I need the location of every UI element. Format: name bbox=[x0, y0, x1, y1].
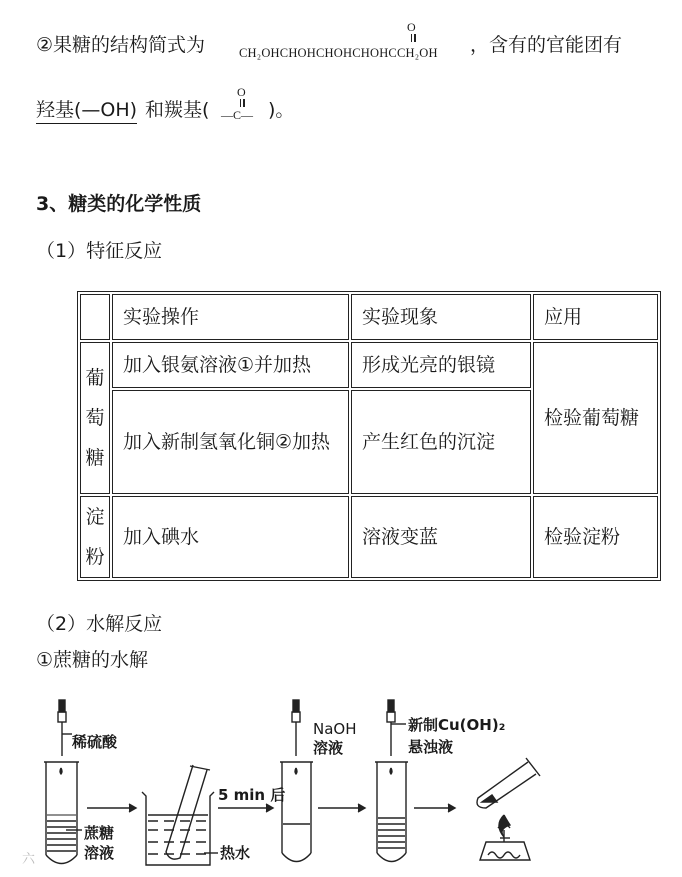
dropper-3-icon bbox=[387, 700, 406, 756]
starch-ph: 溶液变蓝 bbox=[351, 496, 531, 578]
dropper-1-icon bbox=[58, 700, 72, 756]
sucrose-label-1: 蔗糖 bbox=[84, 824, 115, 842]
sub-1-title: （1）特征反应 bbox=[36, 240, 163, 262]
reaction-table bbox=[77, 291, 661, 581]
glucose-op-1: 加入银氨溶液①并加热 bbox=[112, 342, 349, 388]
fructose-trailing: ，含有的官能团有 bbox=[470, 34, 623, 56]
table-row bbox=[80, 342, 658, 388]
starch-label bbox=[80, 496, 110, 578]
table-corner bbox=[80, 294, 110, 340]
fructose-lead: ②果糖的结构简式为 bbox=[36, 34, 206, 56]
cuoh-label-2: 悬浊液 bbox=[408, 738, 454, 756]
carbonyl-o: O bbox=[237, 85, 246, 99]
hydroxyl-group: 羟基(—OH) bbox=[36, 98, 137, 124]
section-3-title: 3、糖类的化学性质 bbox=[36, 193, 202, 215]
glucose-char-3: 糖 bbox=[85, 447, 105, 469]
header-phenomenon: 实验现象 bbox=[351, 294, 531, 340]
arrow-1-icon bbox=[87, 804, 136, 812]
starch-op: 加入碘水 bbox=[112, 496, 349, 578]
glucose-application: 检验葡萄糖 bbox=[533, 342, 658, 494]
apparatus-svg bbox=[0, 690, 682, 873]
header-operation: 实验操作 bbox=[112, 294, 349, 340]
watermark: 六 bbox=[22, 852, 36, 867]
glucose-ph-1: 形成光亮的银镜 bbox=[351, 342, 531, 388]
header-application: 应用 bbox=[533, 294, 658, 340]
hot-water-label: 热水 bbox=[220, 844, 251, 862]
sub-2-title: （2）水解反应 bbox=[36, 613, 163, 635]
sucrose-title: ①蔗糖的水解 bbox=[36, 649, 149, 671]
test-tube-2-icon bbox=[280, 762, 313, 862]
arrow-4-icon bbox=[414, 804, 455, 812]
glucose-label bbox=[80, 342, 110, 494]
dropper-2-icon bbox=[292, 700, 300, 756]
starch-char-1: 淀 bbox=[85, 506, 105, 528]
alcohol-lamp-icon bbox=[477, 758, 540, 860]
starch-application: 检验淀粉 bbox=[533, 496, 658, 578]
starch-char-2: 粉 bbox=[85, 546, 105, 568]
and-carbonyl-text: 和羰基( bbox=[145, 99, 210, 121]
carbonyl-c: —C— bbox=[221, 108, 254, 122]
time-label: 5 min 后 bbox=[218, 786, 286, 804]
dilute-acid-label: 稀硫酸 bbox=[72, 733, 118, 751]
sucrose-label-2: 溶液 bbox=[84, 844, 115, 862]
glucose-char-2: 萄 bbox=[85, 407, 105, 429]
arrow-2-icon bbox=[218, 804, 273, 812]
cuoh-label-1: 新制Cu(OH)₂ bbox=[408, 716, 506, 734]
fructose-formula: CH₂OHCHOHCHOHCHOHCCH₂OH bbox=[239, 46, 438, 60]
close-paren: )。 bbox=[268, 99, 295, 121]
test-tube-3-icon bbox=[375, 762, 408, 862]
carbonyl-double-bond bbox=[240, 99, 242, 107]
test-tube-1-icon bbox=[44, 762, 82, 864]
hydrolysis-diagram bbox=[0, 690, 682, 873]
arrow-3-icon bbox=[318, 804, 365, 812]
table-header-row bbox=[80, 294, 658, 340]
naoh-label-2: 溶液 bbox=[313, 739, 344, 757]
glucose-ph-2: 产生红色的沉淀 bbox=[351, 390, 531, 494]
glucose-op-2: 加入新制氢氧化铜②加热 bbox=[112, 390, 349, 494]
glucose-char-1: 葡 bbox=[85, 367, 105, 389]
table-row bbox=[80, 496, 658, 578]
naoh-label-1: NaOH bbox=[313, 720, 357, 738]
fructose-carbonyl-o: O bbox=[407, 20, 416, 34]
fructose-double-bond bbox=[411, 34, 413, 42]
beaker-icon bbox=[142, 765, 218, 865]
